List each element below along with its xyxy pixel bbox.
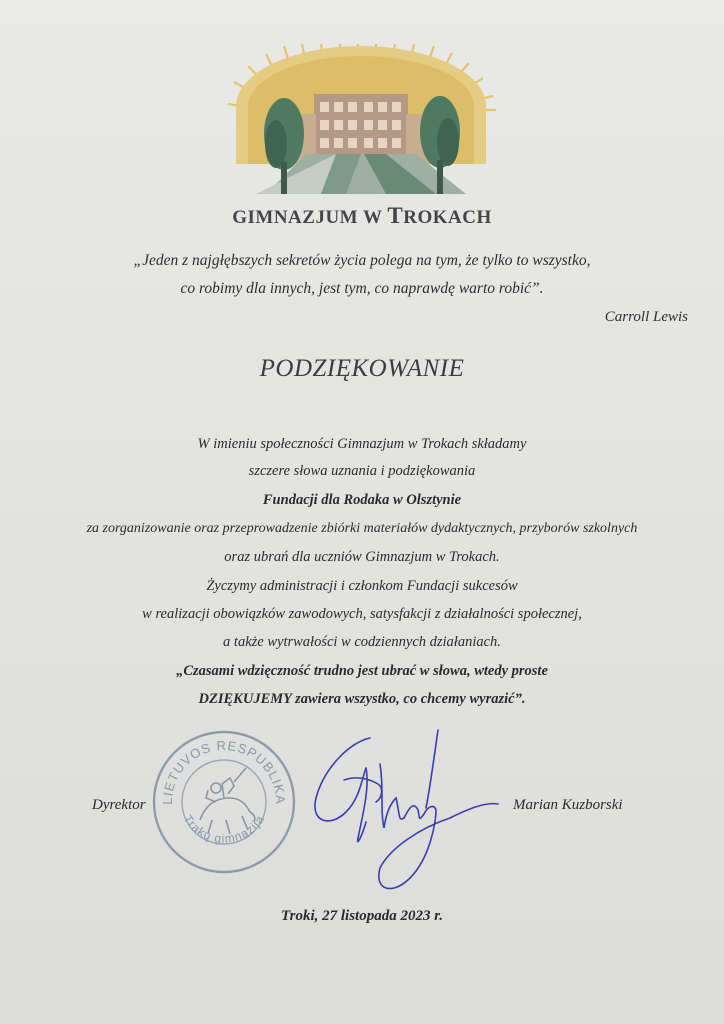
school-name-part1: GIMNAZJUM W [232,207,388,228]
body-line-closing-quote: DZIĘKUJEMY zawiera wszystko, co chcemy wyrazić”. [198,691,526,707]
body-line: za zorganizowanie oraz przeprowadzenie zbiórki materiałów dydaktycznych, przyborów szkolnych [86,521,638,536]
signer-name: Marian Kuzborski [513,797,623,813]
stamp-top-text: LIETUVOS RESPUBLIKA [159,737,289,805]
epigraph-line-2: co robimy dla innych, jest tym, co naprawdę warto robić”. [180,280,544,297]
document-title: PODZIĘKOWANIE [259,355,465,382]
body-line: w realizacji obowiązków zawodowych, satysfakcji z działalności społecznej, [142,606,582,622]
body-line: W imieniu społeczności Gimnazjum w Trokach składamy [197,436,527,452]
body-line: Życzymy administracji i członkom Fundacji sukcesów [206,578,518,594]
body-line-closing-quote: „Czasami wdzięczność trudno jest ubrać w słowa, wtedy proste [176,663,548,679]
official-stamp-icon [150,728,298,876]
school-logo-icon [226,44,496,204]
body-line-recipient: Fundacji dla Rodaka w Olsztynie [262,492,462,508]
place-and-date: Troki, 27 listopada 2023 r. [281,908,443,924]
epigraph-author: Carroll Lewis [604,309,688,325]
body-line: oraz ubrań dla uczniów Gimnazjum w Trokach. [224,549,500,565]
epigraph-line-1: „Jeden z najgłębszych sekretów życia polega na tym, że tylko to wszystko, [133,252,591,269]
body-line: szczere słowa uznania i podziękowania [248,463,476,479]
signature-icon [300,718,500,898]
signer-role: Dyrektor [92,797,146,813]
body-line: a także wytrwałości w codziennych działaniach. [223,634,501,650]
school-name-initial: T [387,203,404,228]
school-name-part2: ROKACH [403,207,492,228]
stamp-bottom-text: Trakų gimnazija [180,812,268,846]
school-name [0,203,724,229]
